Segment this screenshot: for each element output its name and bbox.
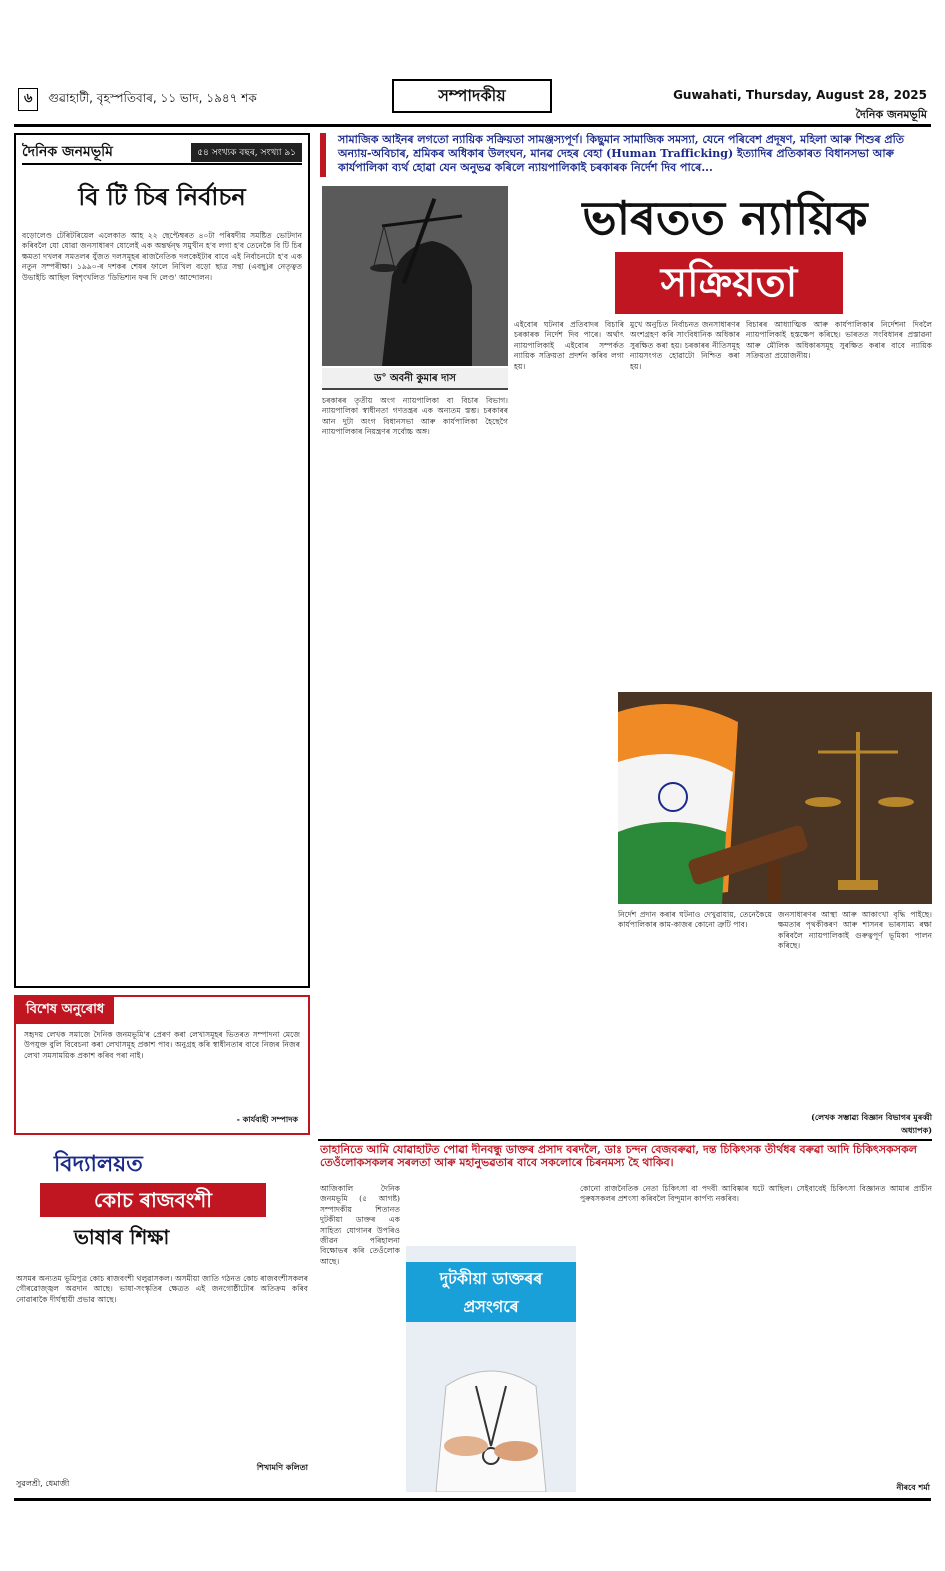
feature-column-3: মুখে অনুচিত নিৰ্বাচনত জনসাধাৰণৰ অংশগ্ৰহণ কৰি সাংবিধানিক অধিকাৰ সুৰক্ষিত কৰা হয়। চৰকাৰৰ নীতিসমূহ ন্যায়সংগত হোৱাটো নিশ্চিত কৰা হয়। [630, 320, 740, 371]
mid-rule [318, 1139, 932, 1141]
paper-name-right: দৈনিক জনমভূমি [855, 108, 927, 121]
footer-rule [14, 1498, 931, 1501]
vidyalaya-author: শিখামণি কলিতা [256, 1462, 308, 1472]
editorial-body: বড়োলেণ্ড টেৰিটৰিয়েল এলেকাত আহ ২২ ছেপ্টেম্বৰত ৪০টা পৰিষদীয় সমষ্টিত ভোটদান কৰিবলৈ যো যোৱা জনসাধাৰণ যোলেই এক অন্তৰ্দ্বন্দ্ব সমুখীন হ'ব লগা হ'ব তেনেকৈ বি টি চিৰ ক্ষমতা দখলৰ সমতলৰ যুঁজত দলসমূহৰ ৰাজনৈতিক দলকেইটাৰ বাবে এই নিৰ্বাচনটো হ'ব এক নতুন সম্পৰীক্ষা। ১৯৯০-ৰ দশকৰ শেষৰ ফালে নিখিল বড়ো ছাত্ৰ সন্থা (এবছু)ৰ নেতৃত্বত উভাইচি আছিল বিশৃংখলিত 'ডিভিশ্যন ফৰ দি লেণ্ড' আন্দোলন। [22, 231, 302, 282]
feature-column-2: এইবোৰ ঘটনাৰ প্ৰতিবাদৰ বিচাৰি চৰকাৰক নিৰ্দেশ দিব পাৰে। অৰ্থাৎ ন্যায়পালিকাই এইবোৰ সম্পৰ্কত ন্যায়িক সক্রিয়তা প্ৰদৰ্শন কৰিব লগা হয়। [514, 320, 624, 371]
editorial-title: বি টি চিৰ নিৰ্বাচন [78, 182, 246, 211]
vidyalaya-title-line1: বিদ্যালয়ত [54, 1151, 143, 1177]
vidyalaya-body: অসমৰ অন্যতম ভূমিপুত্ৰ কোচ ৰাজবংশী থলুৱাসকল। অসমীয়া জাতি গঠনত কোচ ৰাজবংশীসকলৰ গৌৰৱোজ্জ্বল অৱদান আছে। ভাষা-সংস্কৃতিৰ ক্ষেত্ৰত এই জনগোষ্ঠীটোৰ অতিক্ৰম কৰিব নোৱাৰাকৈ দীৰ্ঘস্থায়ী প্ৰভাৱ আছে। [16, 1274, 308, 1304]
editorial-masthead [22, 141, 302, 165]
feature-column-4: বিচাৰৰ আধ্যাত্মিক আৰু কাৰ্যপালিকাৰ নিৰ্দেশনা দিবলৈ ন্যায়পালিকাই হস্তক্ষেপ কৰিছে। ভাৰতত সংবিধানৰ প্ৰস্তাৱনা আৰু মৌলিক অধিকাৰসমূহ সুৰক্ষিত কৰাৰ বাবে ন্যায়িক সক্রিয়তা প্ৰয়োজনীয়। [746, 320, 932, 361]
header-rule [14, 124, 931, 127]
feature-lower-mid: জনসাধাৰণৰ আস্থা আৰু আকাংখা বৃদ্ধি পাইছে। ক্ষমতাৰ পৃথকীকৰণ আৰু শাসনৰ ভাৰসাম্য ৰক্ষা কৰিবলৈ ন্যায়পালিকাই গুৰুত্বপূৰ্ণ ভূমিকা পালন কৰিছে। [778, 910, 932, 951]
special-request-sign: - কাৰ্যবাহী সম্পাদক [236, 1114, 298, 1124]
section-title: সম্পাদকীয় [392, 79, 552, 113]
feature-column-5 [514, 692, 614, 1132]
doctor-highlight: তাহানিতে আমি যোৱাহাটত পোৱা দীনবন্ধু ডাক্তৰ প্ৰসাদ বৰদলৈ, ডাঃ চন্দন বেজবৰুৱা, দন্ত চিকিৎসক তীৰ্থধৰ বৰুৱা আদি চিকিৎসকসকল তেওঁলোকসকলৰ সৰলতা আৰু মহানুভৱতাৰ বাবে সকলোৰে চিৰনমস্য হৈ থাকিব। [320, 1143, 917, 1169]
page-number: ৬ [18, 88, 38, 111]
doctor-title-line1: দুটকীয়া ডাক্তৰৰ [439, 1269, 543, 1288]
special-request-box [14, 995, 310, 1135]
special-request-body: সহৃদয় লেখক সমাজে দৈনিক জনমভূমি'ৰ প্ৰেৰণ কৰা লেখাসমূহৰ ভিতৰত সম্পাদনা মেজে উপযুক্ত বুলি বিবেচনা কৰা লেখাসমূহ প্ৰকাশ পাব। অনুগ্ৰহ কৰি স্বাধীনতাৰ বাবে নিজৰ নিজৰ লেখা সমসাময়িক প্ৰকাশ কৰিব পৰা নাই। [24, 1030, 300, 1060]
doctor-title-line2: প্ৰসংগৰে [463, 1297, 519, 1316]
feature-title-line1: ভাৰতত ন্যায়িক [582, 191, 868, 245]
vidyalaya-heading-box [14, 1143, 310, 1268]
feature-byline: ড° অবনী কুমাৰ দাস [322, 368, 508, 390]
special-request-heading: বিশেষ অনুৰোধ [16, 997, 114, 1024]
feature-banner: সামাজিক আইনৰ লগতো ন্যায়িক সক্রিয়তা সামঞ্জস্যপূৰ্ণ। কিছুমান সামাজিক সমস্যা, যেনে পৰিবেশ প্ৰদূষণ, মহিলা আৰু শিশুৰ প্ৰতি অন্যায়-অবিচাৰ, শ্ৰমিকৰ অধিকাৰ উলংঘন, মানৱ দেহৰ বেহা (Human Trafficking) ইত্যাদিৰ প্ৰতিকাৰত বিধানসভা আৰু কাৰ্যপালিকা ব্যৰ্থ হোৱা যেন অনুভৱ কৰিলে ন্যায়পালিকাই চৰকাৰক নিৰ্দেশ দিব পাৰে... [320, 133, 932, 177]
flag-gavel-image [618, 692, 932, 904]
doctor-body-left: আজিকালি দৈনিক জনমভূমি (৫ আগষ্ট) সম্পাদকীয় শিতানত দুটকীয়া ডাক্তৰ এক সাহিত্য যোগানৰ উপৰিও জীৱন পৰিহালনা বিক্ষোভৰ কৰি তেওঁলোক আছে। [320, 1184, 400, 1266]
header-left [18, 88, 257, 111]
feature-author-note: (লেখক সম্ভাৱ্য বিজ্ঞান বিভাগৰ মুৰব্বী অধ্যাপক) [811, 1112, 932, 1135]
masthead-name: দৈনিক জনমভূমি [22, 144, 113, 160]
editorial-box [14, 133, 310, 988]
justice-statue-image [322, 186, 508, 366]
vidyalaya-title-line2: কোচ ৰাজবংশী [40, 1183, 266, 1217]
date-assamese: গুৱাহাটী, বৃহস্পতিবাৰ, ১১ ভাদ, ১৯৪৭ শক [48, 91, 257, 105]
vidyalaya-place: সুৱলশ্ৰী, ধেমাজী [16, 1479, 70, 1488]
doctor-author: নীৰবে শৰ্মা [896, 1482, 930, 1492]
doctor-title [406, 1262, 576, 1322]
feature-column-1: চৰকাৰৰ তৃতীয় অংগ ন্যায়পালিকা বা বিচাৰ বিভাগ। ন্যায়পালিকা স্বাধীনতা গণতন্ত্ৰৰ এক অন্যতম স্তম্ভ। চৰকাৰৰ আন দুটা অংগ বিধানসভা আৰু কাৰ্যপালিকা হৈছেগৈ ন্যায়পালিকাৰ নিয়ন্ত্ৰণৰ সৰ্বোচ্চ অঙ্গ। [322, 396, 508, 437]
masthead-tag: ৫৪ সংখ্যক বছৰ, সংখ্যা ৯১ [191, 143, 302, 162]
date-english: Guwahati, Thursday, August 28, 2025 [673, 88, 927, 102]
feature-title-line2: সক্রিয়তা [615, 252, 843, 314]
vidyalaya-title-line3: ভাষাৰ শিক্ষা [74, 1225, 170, 1249]
feature-lower-left: নিৰ্দেশ প্ৰদান কৰাৰ ঘটনাও দেখুৱাযায়, তেনেকৈয়ে কাৰ্যপালিকাৰ কাম-কাজৰ কোনো ত্ৰুটি পাব। [618, 910, 772, 930]
doctor-body-right: কোনো রাজনৈতিক নেতা চিকিৎসা বা পদবী আবিষ্কাৰ ঘটে আছিল। সেইবাবেই চিকিৎসা বিজ্ঞানত আমাৰ প্ৰাচীন পুৰুষসকলৰ প্ৰশংসা কৰিবলৈ বিন্দুমান কাৰ্পণ্য নকৰিব। [580, 1184, 932, 1204]
